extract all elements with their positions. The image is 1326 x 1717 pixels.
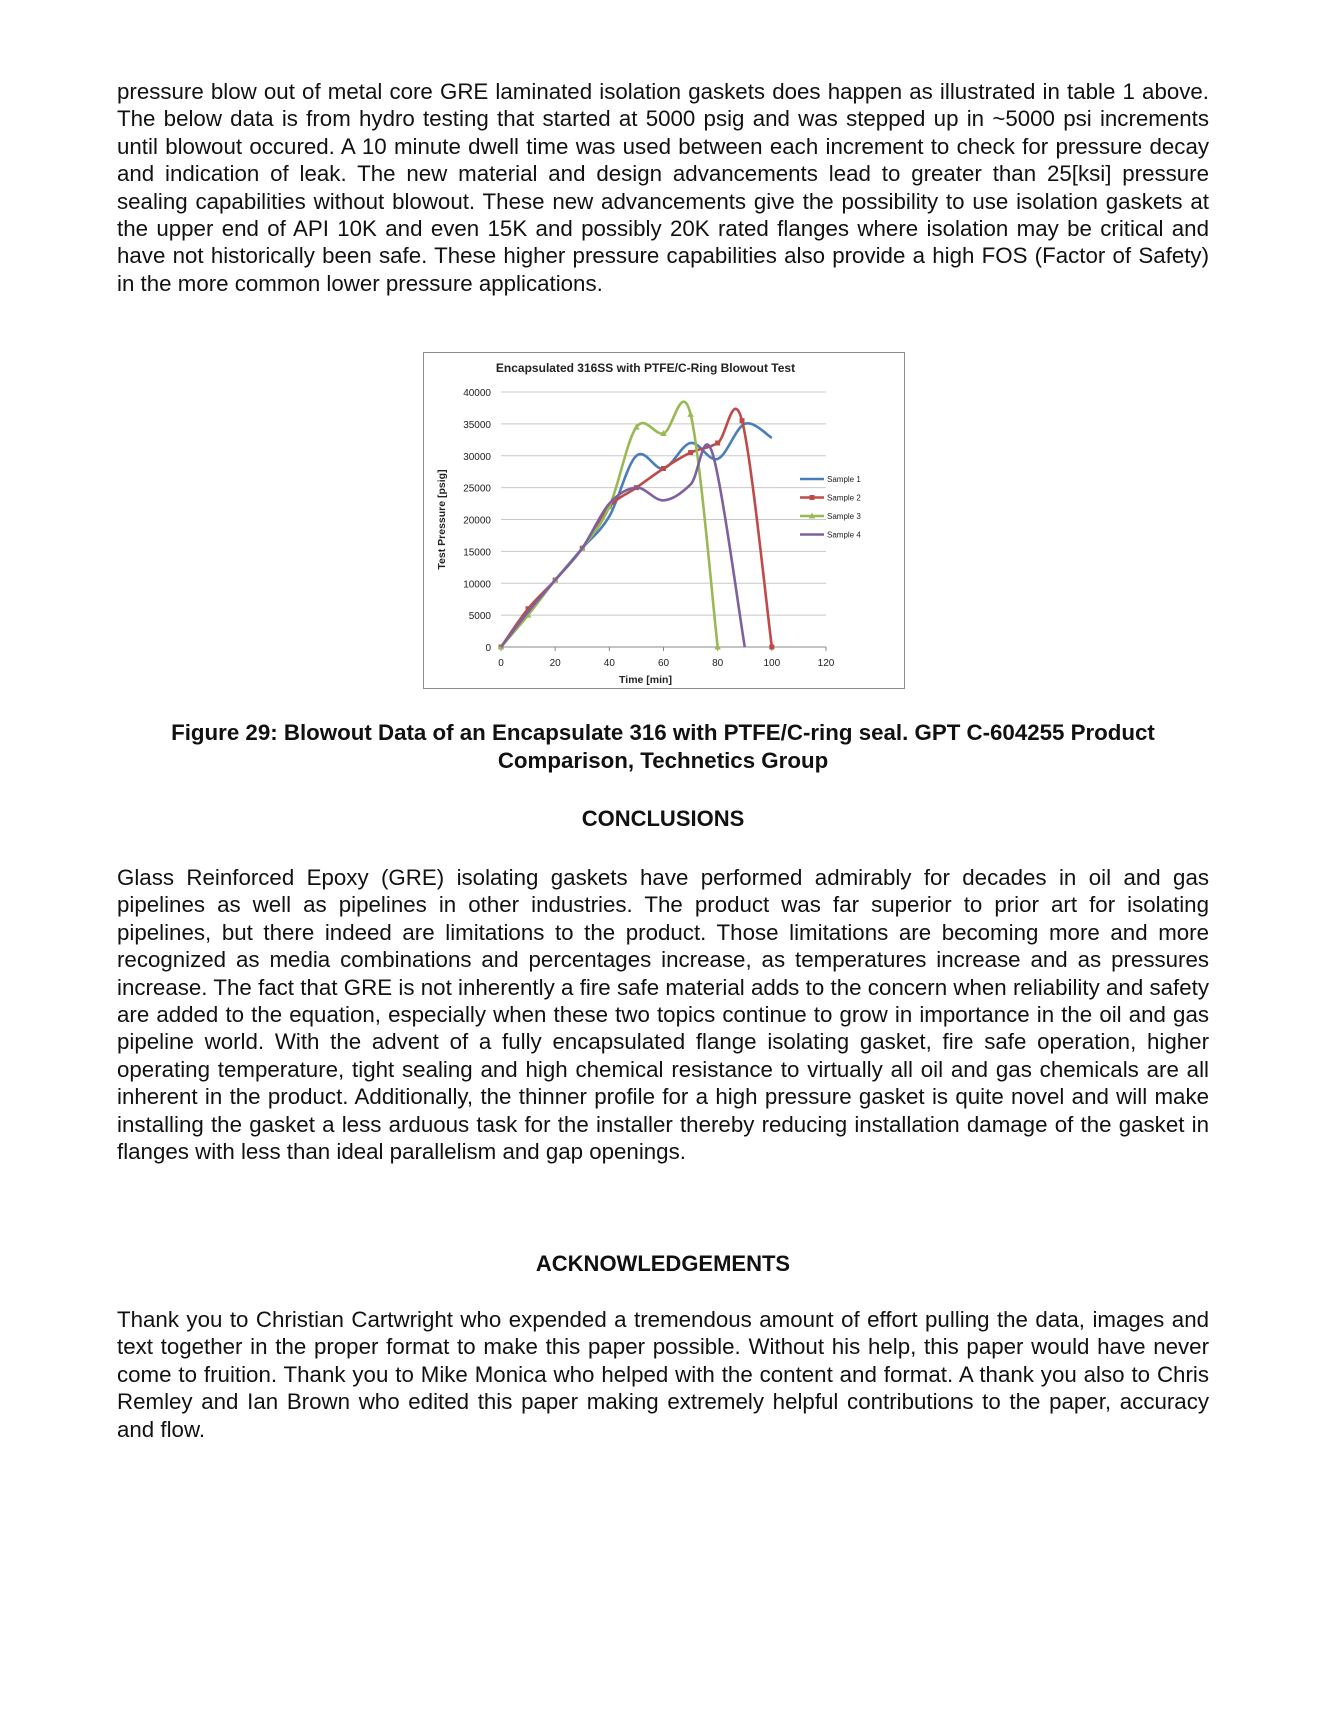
x-tick-label: 100 <box>763 658 781 669</box>
acknowledgements-paragraph: Thank you to Christian Cartwright who expended a tremendous amount of effort pulling the data, images and text together in the proper format to make this paper possible. Without his help, this paper would have never come to fruition. Thank you to Mike Monica who helped with the content and format. A thank you also to Chris Remley and Ian Brown who edited this paper making extremely helpful contributions to the paper, accuracy and flow. <box>117 1307 1209 1442</box>
y-tick-label: 5000 <box>468 611 491 623</box>
x-tick-label: 120 <box>817 658 835 669</box>
data-point-sample-2 <box>740 418 745 423</box>
y-tick-label: 40000 <box>463 388 491 399</box>
conclusions-paragraph: Glass Reinforced Epoxy (GRE) isolating gaskets have performed admirably for decades in oil and gas pipelines as well as pipelines in other industries. The product was far superior to prior art for isolating pipelines, but there indeed are limitations to the product. Those limitations are becoming more and more recognized as media combinations and percentages increase, as temperatures increase and as pressures increase. The fact that GRE is not inherently a fire safe material adds to the concern when reliability and safety are added to the equation, especially when these two topics continue to grow in importance in the oil and gas pipeline world. With the advent of a fully encapsulated flange isolating gasket, fire safe operation, higher operating temperature, tight sealing and high chemical resistance to virtually all oil and gas chemicals are all inherent in the product. Additionally, the thinner profile for a high pressure gasket is quite novel and will make installing the gasket a less arduous task for the installer thereby reducing installation damage of the gasket in flanges with less than ideal parallelism and gap openings. <box>117 865 1209 1165</box>
y-tick-label: 10000 <box>463 579 491 591</box>
data-point-sample-3 <box>687 411 693 417</box>
data-point-sample-2 <box>769 645 774 650</box>
legend-label-2: Sample 2 <box>827 493 861 503</box>
y-tick-label: 0 <box>485 643 491 654</box>
y-tick-label: 20000 <box>463 515 491 527</box>
blowout-chart <box>423 352 905 689</box>
y-tick-label: 30000 <box>463 451 491 463</box>
series-line-3 <box>501 402 718 647</box>
chart-canvas <box>424 353 904 688</box>
figure-caption: Figure 29: Blowout Data of an Encapsulate 316 with PTFE/C-ring seal. GPT C-604255 Product Comparison, Technetics Group <box>171 720 1155 773</box>
x-axis-label: Time [min] <box>619 674 672 686</box>
data-point-sample-2 <box>661 466 666 471</box>
legend-label-1: Sample 1 <box>827 475 861 484</box>
data-point-sample-2 <box>688 450 693 455</box>
chart-title: Encapsulated 316SS with PTFE/C-Ring Blowout Test <box>495 361 796 375</box>
y-tick-label: 15000 <box>463 547 491 559</box>
y-axis-label: Test Pressure [psig] <box>436 469 448 570</box>
conclusions-heading: CONCLUSIONS <box>581 806 745 831</box>
x-tick-label: 80 <box>712 658 724 669</box>
x-tick-label: 0 <box>498 658 504 669</box>
intro-paragraph: pressure blow out of metal core GRE laminated isolation gaskets does happen as illustrated in table 1 above. The below data is from hydro testing that started at 5000 psig and was stepped up in ~5000 psi increments until blowout occured. A 10 minute dwell time was used between each increment to check for pressure decay and indication of leak. The new material and design advancements lead to greater than 25[ksi] pressure sealing capabilities without blowout. These new advancements give the possibility to use isolation gaskets at the upper end of API 10K and even 15K and possibly 20K rated flanges where isolation may be critical and have not historically been safe. These higher pressure capabilities also provide a high FOS (Factor of Safety) in the more common lower pressure applications. <box>117 79 1209 296</box>
x-tick-label: 60 <box>657 658 670 669</box>
y-tick-label: 25000 <box>463 483 491 495</box>
series-line-1 <box>501 423 772 647</box>
acknowledgements-heading: ACKNOWLEDGEMENTS <box>535 1251 791 1276</box>
legend-label-3: Sample 3 <box>827 512 861 521</box>
data-point-sample-2 <box>715 441 720 446</box>
legend-marker-2 <box>810 495 815 500</box>
legend-label-4: Sample 4 <box>827 530 861 540</box>
series-line-2 <box>501 409 772 647</box>
y-tick-label: 35000 <box>463 419 491 431</box>
x-tick-label: 20 <box>549 658 561 669</box>
x-tick-label: 40 <box>603 658 615 669</box>
